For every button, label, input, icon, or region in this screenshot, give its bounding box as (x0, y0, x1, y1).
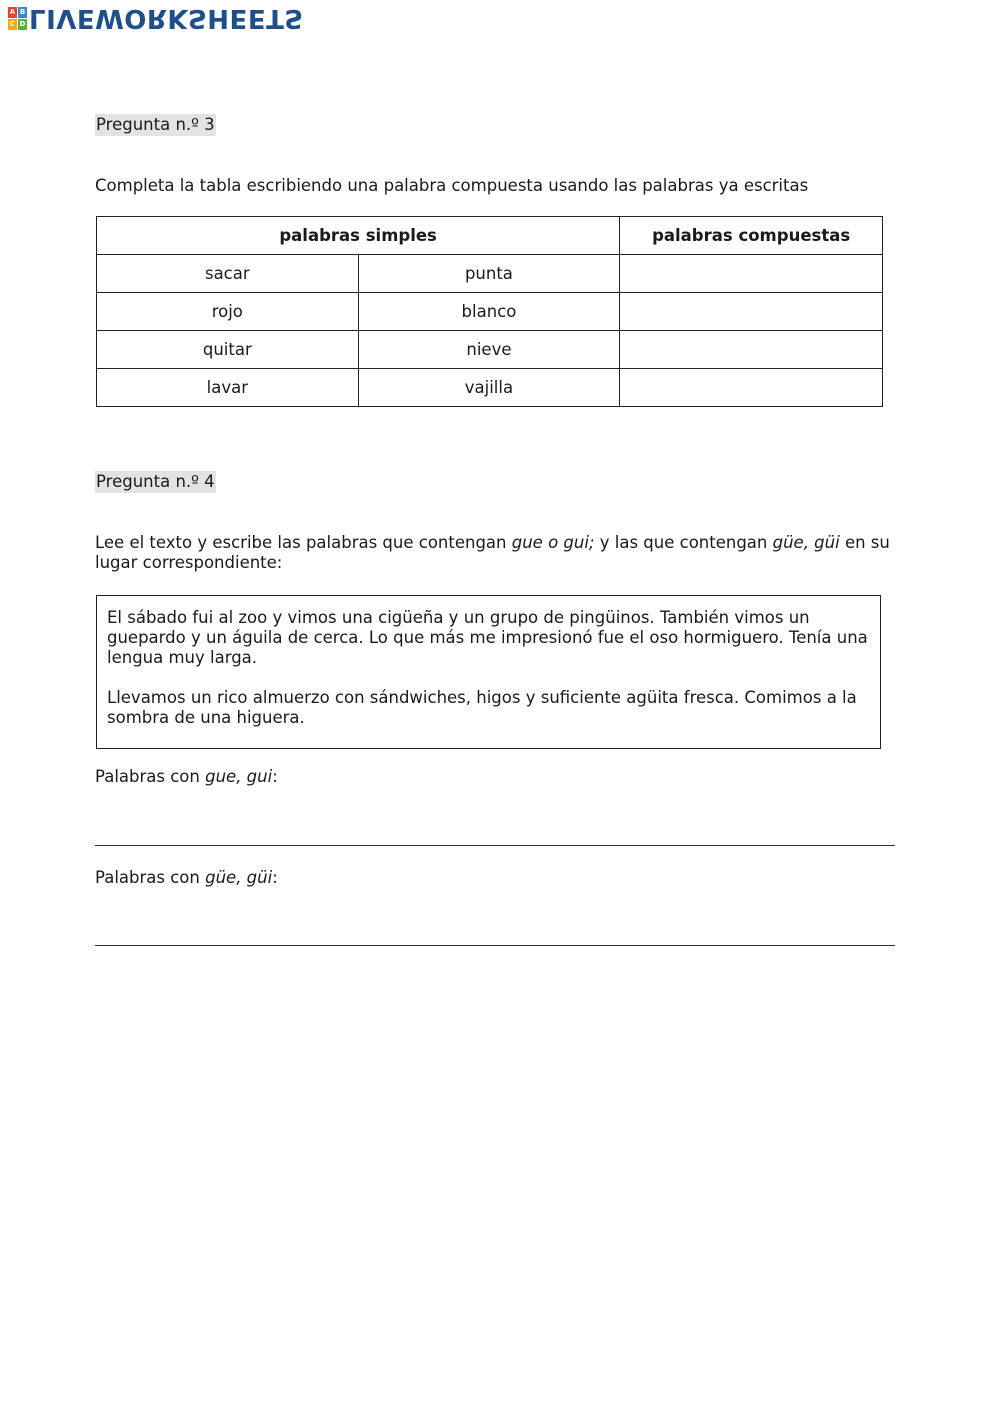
label-gue-gui-dieresis (95, 868, 915, 888)
simple-word-b: nieve (358, 331, 620, 369)
compound-answer-cell[interactable] (620, 369, 883, 407)
logo-block: B (19, 8, 26, 16)
label-gue-gui (95, 767, 915, 787)
question-3-heading: Pregunta n.º 3 (96, 115, 215, 134)
table-row (97, 255, 883, 293)
logo-block: D (19, 20, 26, 28)
simple-word-b: blanco (358, 293, 620, 331)
logo-block: A (9, 8, 16, 16)
table-header-row (97, 217, 883, 255)
label-suffix: : (272, 868, 278, 887)
compound-answer-cell[interactable] (620, 255, 883, 293)
simple-word-b: vajilla (358, 369, 620, 407)
table-row (97, 369, 883, 407)
header-compound-words: palabras compuestas (620, 217, 883, 255)
label-suffix: : (272, 767, 278, 786)
liveworksheets-logo (8, 4, 304, 32)
simple-word-a: rojo (97, 293, 359, 331)
compound-answer-cell[interactable] (620, 293, 883, 331)
simple-word-b: punta (358, 255, 620, 293)
label-prefix: Palabras con (95, 767, 206, 786)
label-italic: güe, güi (205, 868, 273, 887)
question-3-instruction: Completa la tabla escribiendo una palabra compuesta usando las palabras ya escritas (95, 176, 809, 195)
instruction-gue-gui-dieresis: güe, güi (772, 533, 840, 552)
label-italic: gue, gui (205, 767, 273, 786)
logo-blocks-icon (8, 7, 26, 29)
instruction-part: en su lugar correspondiente: (95, 533, 890, 572)
compound-words-table (96, 216, 883, 407)
instruction-part: y las que contengan (594, 533, 773, 552)
reading-paragraph-1: El sábado fui al zoo y vimos una cigüeña y un grupo de pingüinos. También vimos un guepardo y un águila de cerca. Lo que más me impresionó fue el oso hormiguero. Tenía una lengua muy larga. (107, 608, 868, 667)
header-simple-words: palabras simples (97, 217, 620, 255)
question-4-heading: Pregunta n.º 4 (96, 472, 215, 491)
simple-word-a: lavar (97, 369, 359, 407)
answer-line-gue-gui[interactable] (95, 845, 895, 846)
simple-word-a: quitar (97, 331, 359, 369)
question-4-instruction (95, 533, 915, 573)
simple-word-a: sacar (97, 255, 359, 293)
table-row (97, 293, 883, 331)
reading-text-box (96, 595, 881, 749)
answer-line-gue-gui-dieresis[interactable] (95, 945, 895, 946)
logo-text: LIVEWORKSHEETS (29, 3, 304, 33)
instruction-part: Lee el texto y escribe las palabras que contengan (95, 533, 512, 552)
reading-paragraph-2: Llevamos un rico almuerzo con sándwiches, higos y suficiente agüita fresca. Comimos a la sombra de una higuera. (107, 688, 857, 727)
table-row (97, 331, 883, 369)
logo-block: C (9, 20, 16, 28)
instruction-gue-gui: gue o gui; (511, 533, 595, 552)
label-prefix: Palabras con (95, 868, 206, 887)
compound-answer-cell[interactable] (620, 331, 883, 369)
